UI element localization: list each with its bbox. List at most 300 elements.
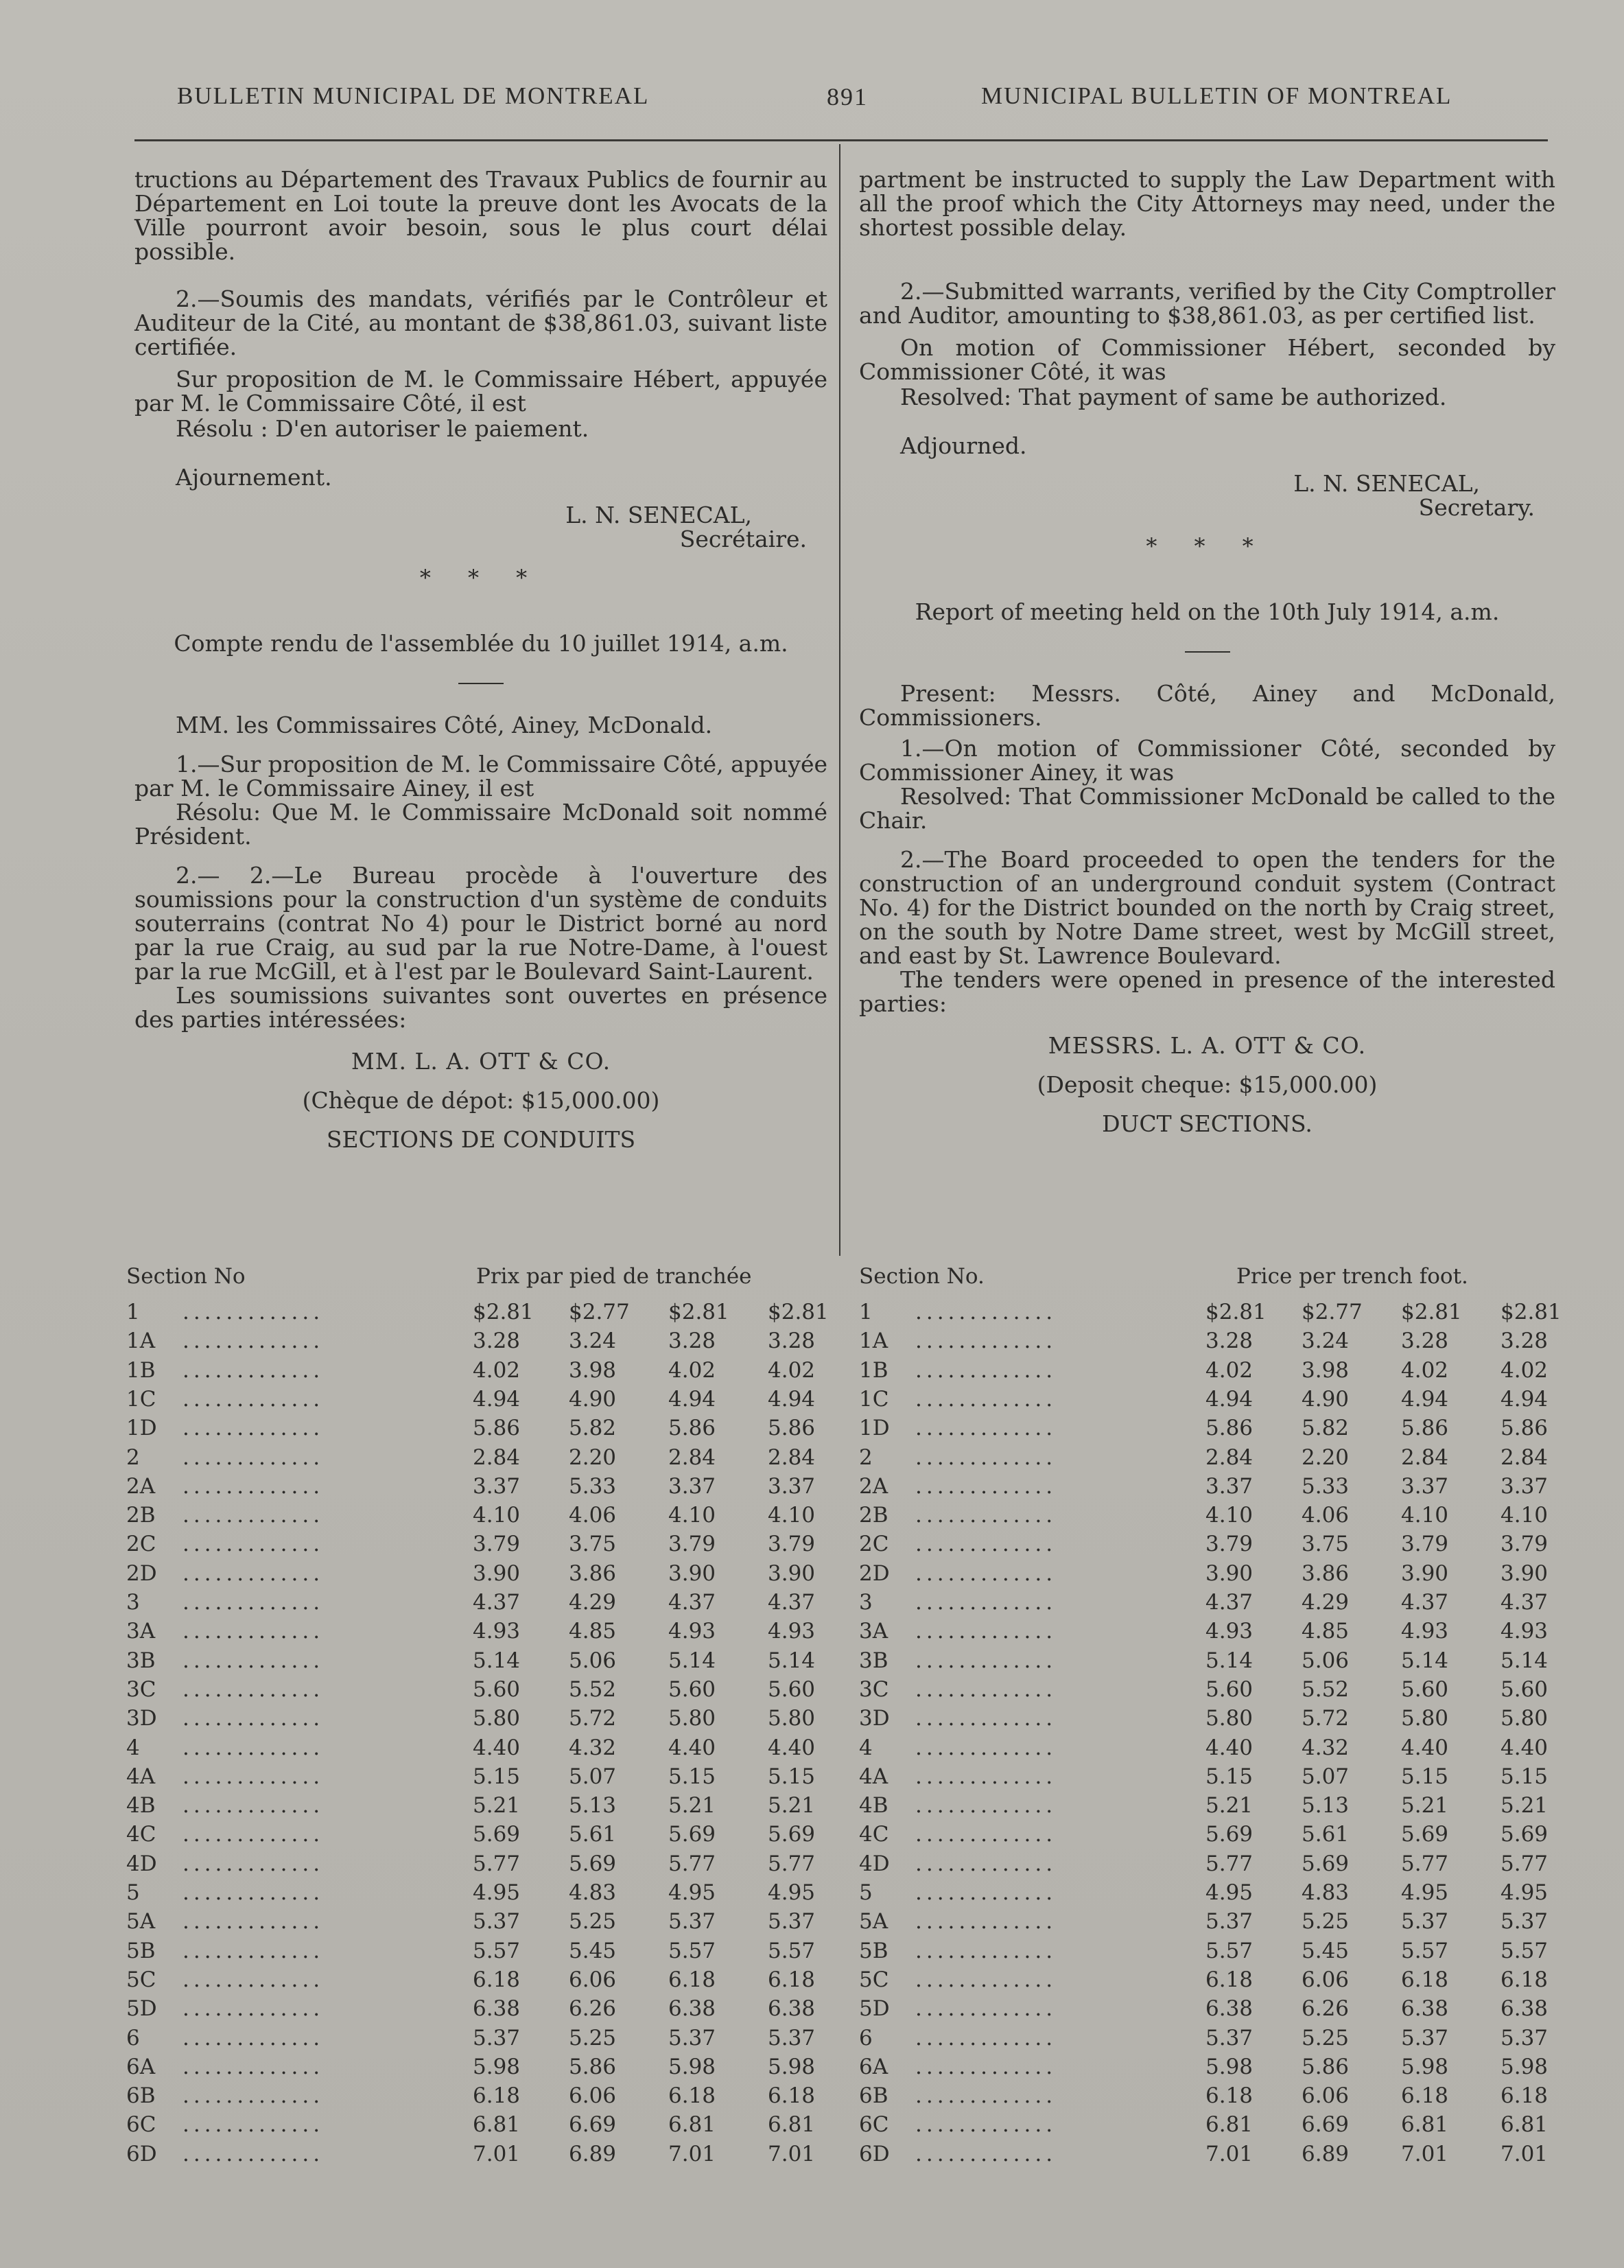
section-cell xyxy=(859,2142,1057,2166)
leader-dots: ............. xyxy=(183,2141,325,2166)
en-signature-name: L. N. SENECAL, xyxy=(1293,470,1480,497)
section-cell xyxy=(126,2083,324,2108)
leader-dots: ............. xyxy=(915,2083,1057,2109)
section-cell xyxy=(859,1822,1057,1847)
price-cell: 4.10 xyxy=(768,1503,816,1528)
price-cell: 4.10 xyxy=(473,1503,521,1528)
leader-dots: ............. xyxy=(183,1386,325,1412)
price-cell: 4.95 xyxy=(473,1880,521,1905)
price-cell: 2.84 xyxy=(1205,1445,1254,1470)
price-cell: 4.10 xyxy=(1501,1503,1549,1528)
price-cell: 6.38 xyxy=(668,1996,716,2022)
price-cell: 6.18 xyxy=(1205,2083,1254,2109)
section-label: 2A xyxy=(126,1473,156,1499)
section-label: 5D xyxy=(126,1996,157,2022)
table-row xyxy=(859,1793,1555,1823)
price-cell: 5.69 xyxy=(569,1851,617,1876)
leader-dots: ............. xyxy=(915,1938,1057,1963)
price-cell: 5.72 xyxy=(569,1706,617,1731)
price-cell: 4.37 xyxy=(1501,1590,1549,1615)
section-cell xyxy=(859,1648,1057,1673)
price-cell: 5.57 xyxy=(1501,1938,1549,1963)
price-cell: 5.98 xyxy=(668,2054,716,2079)
price-cell: 4.02 xyxy=(1501,1357,1549,1383)
section-cell xyxy=(859,1474,1057,1499)
price-cell: 3.79 xyxy=(473,1532,521,1557)
leader-dots: ............. xyxy=(183,2083,325,2109)
leader-dots: ............. xyxy=(183,1938,325,1963)
table-row xyxy=(126,1648,833,1678)
en-paragraph-chair-resolution: Resolved: That Commissioner McDonald be called to the Chair. xyxy=(859,783,1555,834)
price-cell: 6.38 xyxy=(1401,1996,1449,2022)
section-label: 4 xyxy=(126,1735,140,1760)
price-cell: 6.69 xyxy=(569,2112,617,2138)
price-cell: 6.18 xyxy=(768,2083,816,2109)
table-row xyxy=(126,1677,833,1707)
price-cell: 3.98 xyxy=(1302,1357,1350,1383)
price-cell: 5.82 xyxy=(569,1416,617,1441)
section-cell xyxy=(126,1300,324,1324)
price-cell: 5.98 xyxy=(1205,2054,1254,2079)
price-cell: 4.06 xyxy=(569,1503,617,1528)
price-cell: 5.13 xyxy=(1302,1793,1350,1819)
price-cell: 4.02 xyxy=(1401,1357,1449,1383)
section-cell xyxy=(126,1329,324,1353)
price-cell: 5.80 xyxy=(473,1706,521,1731)
price-cell: 6.26 xyxy=(569,1996,617,2022)
en-short-rule xyxy=(1185,651,1230,653)
price-cell: 5.61 xyxy=(1302,1822,1350,1847)
price-cell: 5.37 xyxy=(1205,1909,1254,1934)
en-deposit: (Deposit cheque: $15,000.00) xyxy=(1037,1071,1378,1098)
table-row xyxy=(859,1880,1555,1910)
price-cell: 3.24 xyxy=(569,1329,617,1354)
price-cell: 5.77 xyxy=(668,1851,716,1876)
section-label: 1A xyxy=(859,1329,889,1354)
fr-short-rule xyxy=(458,683,504,684)
leader-dots: ............. xyxy=(915,1560,1057,1586)
price-cell: 5.37 xyxy=(1501,1909,1549,1934)
section-label: 5A xyxy=(859,1909,889,1934)
leader-dots: ............. xyxy=(915,1676,1057,1702)
fr-resolution: Résolu : D'en autoriser le paiement. xyxy=(176,415,589,442)
price-cell: 6.06 xyxy=(569,2083,617,2109)
price-cell: 3.75 xyxy=(569,1532,617,1557)
price-cell: 5.07 xyxy=(1302,1764,1350,1789)
section-cell xyxy=(126,1880,324,1905)
section-label: 5D xyxy=(859,1996,890,2022)
page-number: 891 xyxy=(827,83,868,110)
price-cell: 5.57 xyxy=(1205,1938,1254,1963)
section-label: 4C xyxy=(859,1822,889,1847)
price-cell: 3.79 xyxy=(768,1532,816,1557)
section-label: 2C xyxy=(859,1532,889,1557)
price-cell: 5.21 xyxy=(668,1793,716,1819)
table-row xyxy=(859,1764,1555,1794)
price-cell: 5.80 xyxy=(1501,1706,1549,1731)
price-cell: 5.77 xyxy=(1501,1851,1549,1876)
section-label: 6B xyxy=(859,2083,889,2109)
table-row xyxy=(859,1387,1555,1416)
fr-paragraph-chair-motion: 1.—Sur proposition de M. le Commissaire Côté, appuyée par M. le Commissaire Ainey, il est xyxy=(134,751,827,802)
price-cell: 5.06 xyxy=(569,1648,617,1673)
leader-dots: ............. xyxy=(183,1793,325,1819)
price-cell: 3.90 xyxy=(1401,1560,1449,1586)
price-cell: 6.81 xyxy=(1501,2112,1549,2138)
price-cell: 5.14 xyxy=(1401,1648,1449,1673)
fr-price-table xyxy=(126,1264,833,2166)
leader-dots: ............. xyxy=(915,2025,1057,2050)
price-cell: 4.29 xyxy=(569,1590,617,1615)
leader-dots: ............. xyxy=(915,1619,1057,1644)
en-resolution: Resolved: That payment of same be authorized. xyxy=(900,384,1447,410)
section-label: 2B xyxy=(859,1503,889,1528)
table-row xyxy=(126,1561,833,1591)
price-cell: 5.45 xyxy=(569,1938,617,1963)
section-label: 3 xyxy=(126,1590,140,1615)
price-cell: 4.02 xyxy=(768,1357,816,1383)
price-cell: 2.84 xyxy=(1501,1445,1549,1470)
price-cell: 5.69 xyxy=(473,1822,521,1847)
table-row xyxy=(126,2112,833,2142)
price-cell: 5.21 xyxy=(473,1793,521,1819)
price-cell: 5.69 xyxy=(1302,1851,1350,1876)
leader-dots: ............. xyxy=(183,1416,325,1441)
table-row xyxy=(859,2112,1555,2142)
price-cell: 6.18 xyxy=(1401,1967,1449,1992)
fr-signature-name: L. N. SENECAL, xyxy=(565,502,752,528)
leader-dots: ............. xyxy=(183,1648,325,1673)
fr-meeting-title: Compte rendu de l'assemblée du 10 juillet 1914, a.m. xyxy=(174,630,788,657)
price-cell: 5.37 xyxy=(768,1909,816,1934)
section-cell xyxy=(126,1764,324,1789)
fr-firm-name: MM. L. A. OTT & CO. xyxy=(351,1048,611,1075)
en-paragraph-warrants: 2.—Submitted warrants, verified by the City Comptroller and Auditor, amounting to $38,861.03, as per certified list. xyxy=(859,278,1555,329)
section-cell xyxy=(859,1851,1057,1876)
price-cell: 7.01 xyxy=(1205,2141,1254,2166)
price-cell: 5.72 xyxy=(1302,1706,1350,1731)
leader-dots: ............. xyxy=(183,1851,325,1876)
section-label: 2D xyxy=(859,1560,890,1586)
fr-table-title: SECTIONS DE CONDUITS xyxy=(326,1126,636,1153)
leader-dots: ............. xyxy=(915,1909,1057,1934)
en-col-header-section: Section No. xyxy=(859,1264,985,1289)
leader-dots: ............. xyxy=(183,1560,325,1586)
price-cell: 4.95 xyxy=(768,1880,816,1905)
price-cell: 3.37 xyxy=(768,1473,816,1499)
price-cell: $2.77 xyxy=(569,1300,630,1324)
section-cell xyxy=(126,2112,324,2137)
section-cell xyxy=(859,2026,1057,2050)
leader-dots: ............. xyxy=(183,1822,325,1847)
price-cell: 5.14 xyxy=(1501,1648,1549,1673)
price-cell: 3.90 xyxy=(668,1560,716,1586)
fr-paragraph-continuation: tructions au Département des Travaux Publics de fournir au Département en Loi toute la preuve dont les Avocats de la Ville pourront avoir besoin, sous le plus court délai possible. xyxy=(134,166,827,265)
english-column xyxy=(859,167,1555,1136)
price-cell: 5.37 xyxy=(1205,2025,1254,2050)
price-cell: 3.79 xyxy=(1205,1532,1254,1557)
leader-dots: ............. xyxy=(915,1996,1057,2022)
table-row xyxy=(859,1300,1562,1329)
table-row xyxy=(859,1996,1555,2026)
section-cell xyxy=(126,1851,324,1876)
en-paragraph-motion: On motion of Commissioner Hébert, seconded by Commissioner Côté, it was xyxy=(859,334,1555,385)
leader-dots: ............. xyxy=(183,1357,325,1383)
price-cell: 4.93 xyxy=(473,1619,521,1644)
en-price-table xyxy=(859,1264,1562,2166)
leader-dots: ............. xyxy=(915,2054,1057,2079)
en-firm-name: MESSRS. L. A. OTT & CO. xyxy=(1048,1032,1367,1059)
price-cell: 5.15 xyxy=(768,1764,816,1789)
leader-dots: ............. xyxy=(915,1706,1057,1731)
price-cell: 5.98 xyxy=(1401,2054,1449,2079)
price-cell: 4.06 xyxy=(1302,1503,1350,1528)
section-label: 1D xyxy=(126,1416,157,1441)
price-cell: 5.37 xyxy=(473,1909,521,1934)
price-cell: 6.81 xyxy=(473,2112,521,2138)
leader-dots: ............. xyxy=(183,1996,325,2022)
price-cell: 3.28 xyxy=(473,1329,521,1354)
section-cell xyxy=(859,1735,1057,1760)
section-cell xyxy=(126,1996,324,2021)
price-cell: 5.52 xyxy=(1302,1676,1350,1702)
table-row xyxy=(126,1909,833,1939)
table-row xyxy=(859,1822,1555,1851)
table-row xyxy=(126,1764,833,1794)
section-label: 3 xyxy=(859,1590,873,1615)
section-cell xyxy=(126,1387,324,1412)
section-label: 2 xyxy=(126,1445,140,1470)
price-cell: 6.18 xyxy=(668,1967,716,1992)
price-cell: 4.37 xyxy=(768,1590,816,1615)
price-cell: 2.84 xyxy=(1401,1445,1449,1470)
price-cell: 4.10 xyxy=(1401,1503,1449,1528)
price-cell: 6.18 xyxy=(1501,2083,1549,2109)
section-label: 6D xyxy=(126,2141,157,2166)
price-cell: 3.90 xyxy=(1205,1560,1254,1586)
section-label: 5 xyxy=(126,1880,140,1905)
price-cell: 3.28 xyxy=(1401,1329,1449,1354)
price-cell: 4.29 xyxy=(1302,1590,1350,1615)
table-row xyxy=(859,1532,1555,1561)
table-row xyxy=(859,1329,1555,1358)
section-cell xyxy=(126,1561,324,1586)
section-label: 4B xyxy=(859,1793,889,1819)
section-cell xyxy=(859,1416,1057,1440)
section-label: 2C xyxy=(126,1532,156,1557)
section-cell xyxy=(859,1619,1057,1644)
section-cell xyxy=(859,2083,1057,2108)
table-row xyxy=(859,1967,1555,1997)
price-cell: 5.77 xyxy=(473,1851,521,1876)
table-row xyxy=(859,1909,1555,1939)
price-cell: 4.94 xyxy=(1501,1386,1549,1412)
leader-dots: ............. xyxy=(915,1503,1057,1528)
price-cell: 5.15 xyxy=(1401,1764,1449,1789)
leader-dots: ............. xyxy=(183,1473,325,1499)
section-label: 4B xyxy=(126,1793,156,1819)
table-row xyxy=(859,2142,1555,2171)
table-row xyxy=(126,1939,833,1968)
price-cell: 5.33 xyxy=(569,1473,617,1499)
price-cell: 4.40 xyxy=(768,1735,816,1760)
price-cell: 6.89 xyxy=(1302,2141,1350,2166)
table-row xyxy=(126,1851,833,1881)
section-cell xyxy=(126,1474,324,1499)
price-cell: 4.32 xyxy=(569,1735,617,1760)
price-cell: 6.81 xyxy=(1401,2112,1449,2138)
table-row xyxy=(859,1851,1555,1881)
section-cell xyxy=(859,1909,1057,1934)
section-cell xyxy=(859,1532,1057,1556)
table-row xyxy=(126,1793,833,1823)
price-cell: 5.86 xyxy=(668,1416,716,1441)
section-label: 6C xyxy=(859,2112,889,2138)
price-cell: 5.37 xyxy=(1401,1909,1449,1934)
price-cell: 5.98 xyxy=(1501,2054,1549,2079)
price-cell: 6.18 xyxy=(473,1967,521,1992)
price-cell: 3.37 xyxy=(1401,1473,1449,1499)
price-cell: 4.40 xyxy=(1501,1735,1549,1760)
price-cell: 4.95 xyxy=(1205,1880,1254,1905)
section-cell xyxy=(126,2026,324,2050)
section-label: 6 xyxy=(126,2025,140,2050)
section-label: 4D xyxy=(126,1851,157,1876)
price-cell: 3.28 xyxy=(668,1329,716,1354)
price-cell: $2.81 xyxy=(1205,1300,1267,1324)
leader-dots: ............. xyxy=(183,1619,325,1644)
price-cell: $2.81 xyxy=(668,1300,729,1324)
section-label: 3C xyxy=(126,1676,156,1702)
table-row xyxy=(126,1358,833,1388)
price-cell: 7.01 xyxy=(473,2141,521,2166)
section-cell xyxy=(126,1590,324,1615)
price-cell: 5.86 xyxy=(569,2054,617,2079)
fr-present: MM. les Commissaires Côté, Ainey, McDonald. xyxy=(176,712,713,738)
price-cell: 5.80 xyxy=(768,1706,816,1731)
section-label: 4A xyxy=(126,1764,156,1789)
leader-dots: ............. xyxy=(915,1357,1057,1383)
price-cell: 6.18 xyxy=(768,1967,816,1992)
table-row xyxy=(126,1996,833,2026)
section-cell xyxy=(859,1590,1057,1615)
section-label: 6C xyxy=(126,2112,156,2138)
price-cell: 3.37 xyxy=(473,1473,521,1499)
leader-dots: ............. xyxy=(915,1735,1057,1760)
section-cell xyxy=(859,1503,1057,1528)
price-cell: 5.15 xyxy=(668,1764,716,1789)
price-cell: 4.94 xyxy=(768,1386,816,1412)
section-label: 6 xyxy=(859,2025,873,2050)
price-cell: 6.38 xyxy=(1205,1996,1254,2022)
section-cell xyxy=(859,1880,1057,1905)
table-row xyxy=(859,1474,1555,1504)
price-cell: 5.07 xyxy=(569,1764,617,1789)
header-right-title: MUNICIPAL BULLETIN OF MONTREAL xyxy=(981,82,1452,109)
leader-dots: ............. xyxy=(915,1300,1057,1324)
table-row xyxy=(859,2026,1555,2055)
section-cell xyxy=(126,1619,324,1644)
table-row xyxy=(859,2055,1555,2084)
leader-dots: ............. xyxy=(183,1590,325,1615)
price-cell: 4.94 xyxy=(473,1386,521,1412)
price-cell: 5.37 xyxy=(668,1909,716,1934)
price-cell: 6.18 xyxy=(1205,1967,1254,1992)
leader-dots: ............. xyxy=(915,2112,1057,2138)
price-cell: 5.60 xyxy=(1401,1676,1449,1702)
price-cell: 5.13 xyxy=(569,1793,617,1819)
section-cell xyxy=(126,1532,324,1556)
price-cell: 5.86 xyxy=(1302,2054,1350,2079)
price-cell: 6.06 xyxy=(1302,2083,1350,2109)
section-label: 3D xyxy=(126,1706,157,1731)
price-cell: 4.37 xyxy=(668,1590,716,1615)
section-label: 4D xyxy=(859,1851,890,1876)
price-cell: 3.79 xyxy=(668,1532,716,1557)
section-label: 1 xyxy=(126,1300,140,1324)
section-label: 6A xyxy=(126,2054,156,2079)
price-cell: 3.28 xyxy=(1205,1329,1254,1354)
leader-dots: ............. xyxy=(183,1764,325,1789)
price-cell: 6.38 xyxy=(768,1996,816,2022)
price-cell: 5.80 xyxy=(1205,1706,1254,1731)
leader-dots: ............. xyxy=(915,1532,1057,1557)
section-label: 3B xyxy=(859,1648,889,1673)
price-cell: 3.28 xyxy=(1501,1329,1549,1354)
leader-dots: ............. xyxy=(915,1473,1057,1499)
price-cell: $2.81 xyxy=(768,1300,829,1324)
price-cell: 6.38 xyxy=(473,1996,521,2022)
section-label: 5C xyxy=(126,1967,156,1992)
price-cell: 5.14 xyxy=(1205,1648,1254,1673)
section-cell xyxy=(859,1764,1057,1789)
section-cell xyxy=(859,1967,1057,1992)
price-cell: 5.77 xyxy=(1401,1851,1449,1876)
section-cell xyxy=(859,2112,1057,2137)
price-cell: 5.60 xyxy=(473,1676,521,1702)
price-cell: 5.15 xyxy=(1501,1764,1549,1789)
price-cell: 5.14 xyxy=(768,1648,816,1673)
section-cell xyxy=(859,1561,1057,1586)
section-label: 1B xyxy=(859,1357,889,1383)
table-row xyxy=(859,1445,1555,1475)
price-cell: 5.80 xyxy=(668,1706,716,1731)
price-cell: 5.69 xyxy=(1401,1822,1449,1847)
table-row xyxy=(859,1590,1555,1620)
leader-dots: ............. xyxy=(183,1706,325,1731)
leader-dots: ............. xyxy=(915,1822,1057,1847)
price-cell: 4.95 xyxy=(1501,1880,1549,1905)
price-cell: 5.21 xyxy=(1501,1793,1549,1819)
section-cell xyxy=(126,1909,324,1934)
table-row xyxy=(859,1706,1555,1735)
table-row xyxy=(126,1735,833,1765)
table-row xyxy=(126,1329,833,1358)
leader-dots: ............. xyxy=(183,1532,325,1557)
price-cell: 5.52 xyxy=(569,1676,617,1702)
price-cell: 6.18 xyxy=(1501,1967,1549,1992)
price-cell: 3.37 xyxy=(668,1473,716,1499)
leader-dots: ............. xyxy=(915,1386,1057,1412)
section-label: 1C xyxy=(126,1386,156,1412)
fr-adjournment: Ajournement. xyxy=(176,464,332,491)
price-cell: 3.79 xyxy=(1401,1532,1449,1557)
price-cell: 4.40 xyxy=(1205,1735,1254,1760)
section-cell xyxy=(126,1822,324,1847)
price-cell: 5.15 xyxy=(1205,1764,1254,1789)
price-cell: 5.60 xyxy=(768,1676,816,1702)
section-cell xyxy=(859,1300,1057,1324)
